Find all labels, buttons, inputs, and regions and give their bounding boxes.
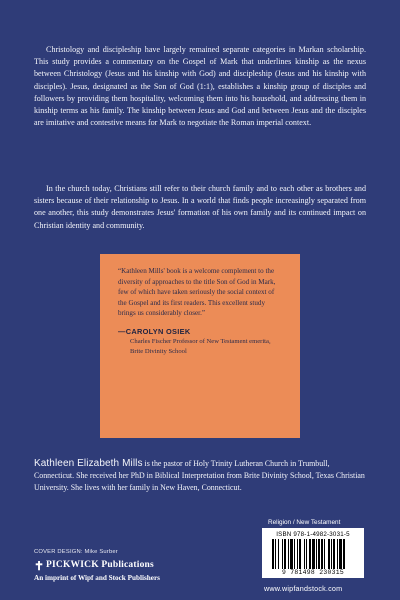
barcode-icon	[272, 539, 354, 569]
cover-design-credit: COVER DESIGN: Mike Surber	[34, 549, 118, 555]
publisher-imprint: An imprint of Wipf and Stock Publishers	[34, 574, 160, 582]
endorsement-author: —CAROLYN OSIEK	[118, 326, 191, 336]
barcode-digits: 9 781498 230315	[281, 569, 345, 576]
description-paragraph-1: Christology and discipleship have largely remained separate categories in Markan scholarship. This study provides a commentary on the Gospel of Mark that underlines kinship as the nexus between Christology (Jesus and his kinship with God) and discipleship (Jesus and his kinship with disciples). Jesus, designated as the Son of God (1:1), establishes a kinship group of disciples and followers by providing them hospitality, welcoming them into his household, and addressing them in kinship terms as his family. The kinship between Jesus and God and between Jesus and the disciples are imitative and contestive means for Mark to negotiate the Roman imperial context.	[34, 45, 366, 128]
author-bio-text: is the pastor of Holy Trinity Lutheran Church in Trumbull, Connecticut. She received her PhD in Biblical Interpretation from Brite Divinity School, Texas Christian University. She lives with her family in New Haven, Connecticut.	[34, 459, 365, 492]
publisher-website: www.wipfandstock.com	[264, 584, 343, 593]
isbn-barcode	[262, 528, 364, 578]
endorsement-quote: “Kathleen Mills' book is a welcome complement to the diversity of approaches to the title Son of God in Mark, few of which have taken seriously the social context of the Gospel and its first readers. This excellent study brings us considerably closer.”	[118, 267, 276, 318]
isbn-label: ISBN 978-1-4982-3031-5	[276, 531, 350, 538]
publisher-cross-icon: ✝	[34, 559, 45, 573]
endorsement-affiliation: Charles Fischer Professor of New Testament emerita, Brite Divinity School	[130, 337, 271, 355]
description-paragraph-2: In the church today, Christians still refer to their church family and to each other as brothers and sisters because of their relationship to Jesus. In a world that finds people increasingly separated from one another, this study demonstrates Jesus' formation of his own family and its continued impact on Christian identity and community.	[34, 184, 366, 230]
endorsement-box	[100, 254, 300, 438]
author-name: Kathleen Elizabeth Mills	[34, 458, 143, 469]
category-label: Religion / New Testament	[268, 519, 341, 526]
author-bio	[34, 458, 370, 494]
publisher-name: PICKWICK Publications	[46, 560, 154, 570]
publisher-logo	[34, 559, 224, 591]
